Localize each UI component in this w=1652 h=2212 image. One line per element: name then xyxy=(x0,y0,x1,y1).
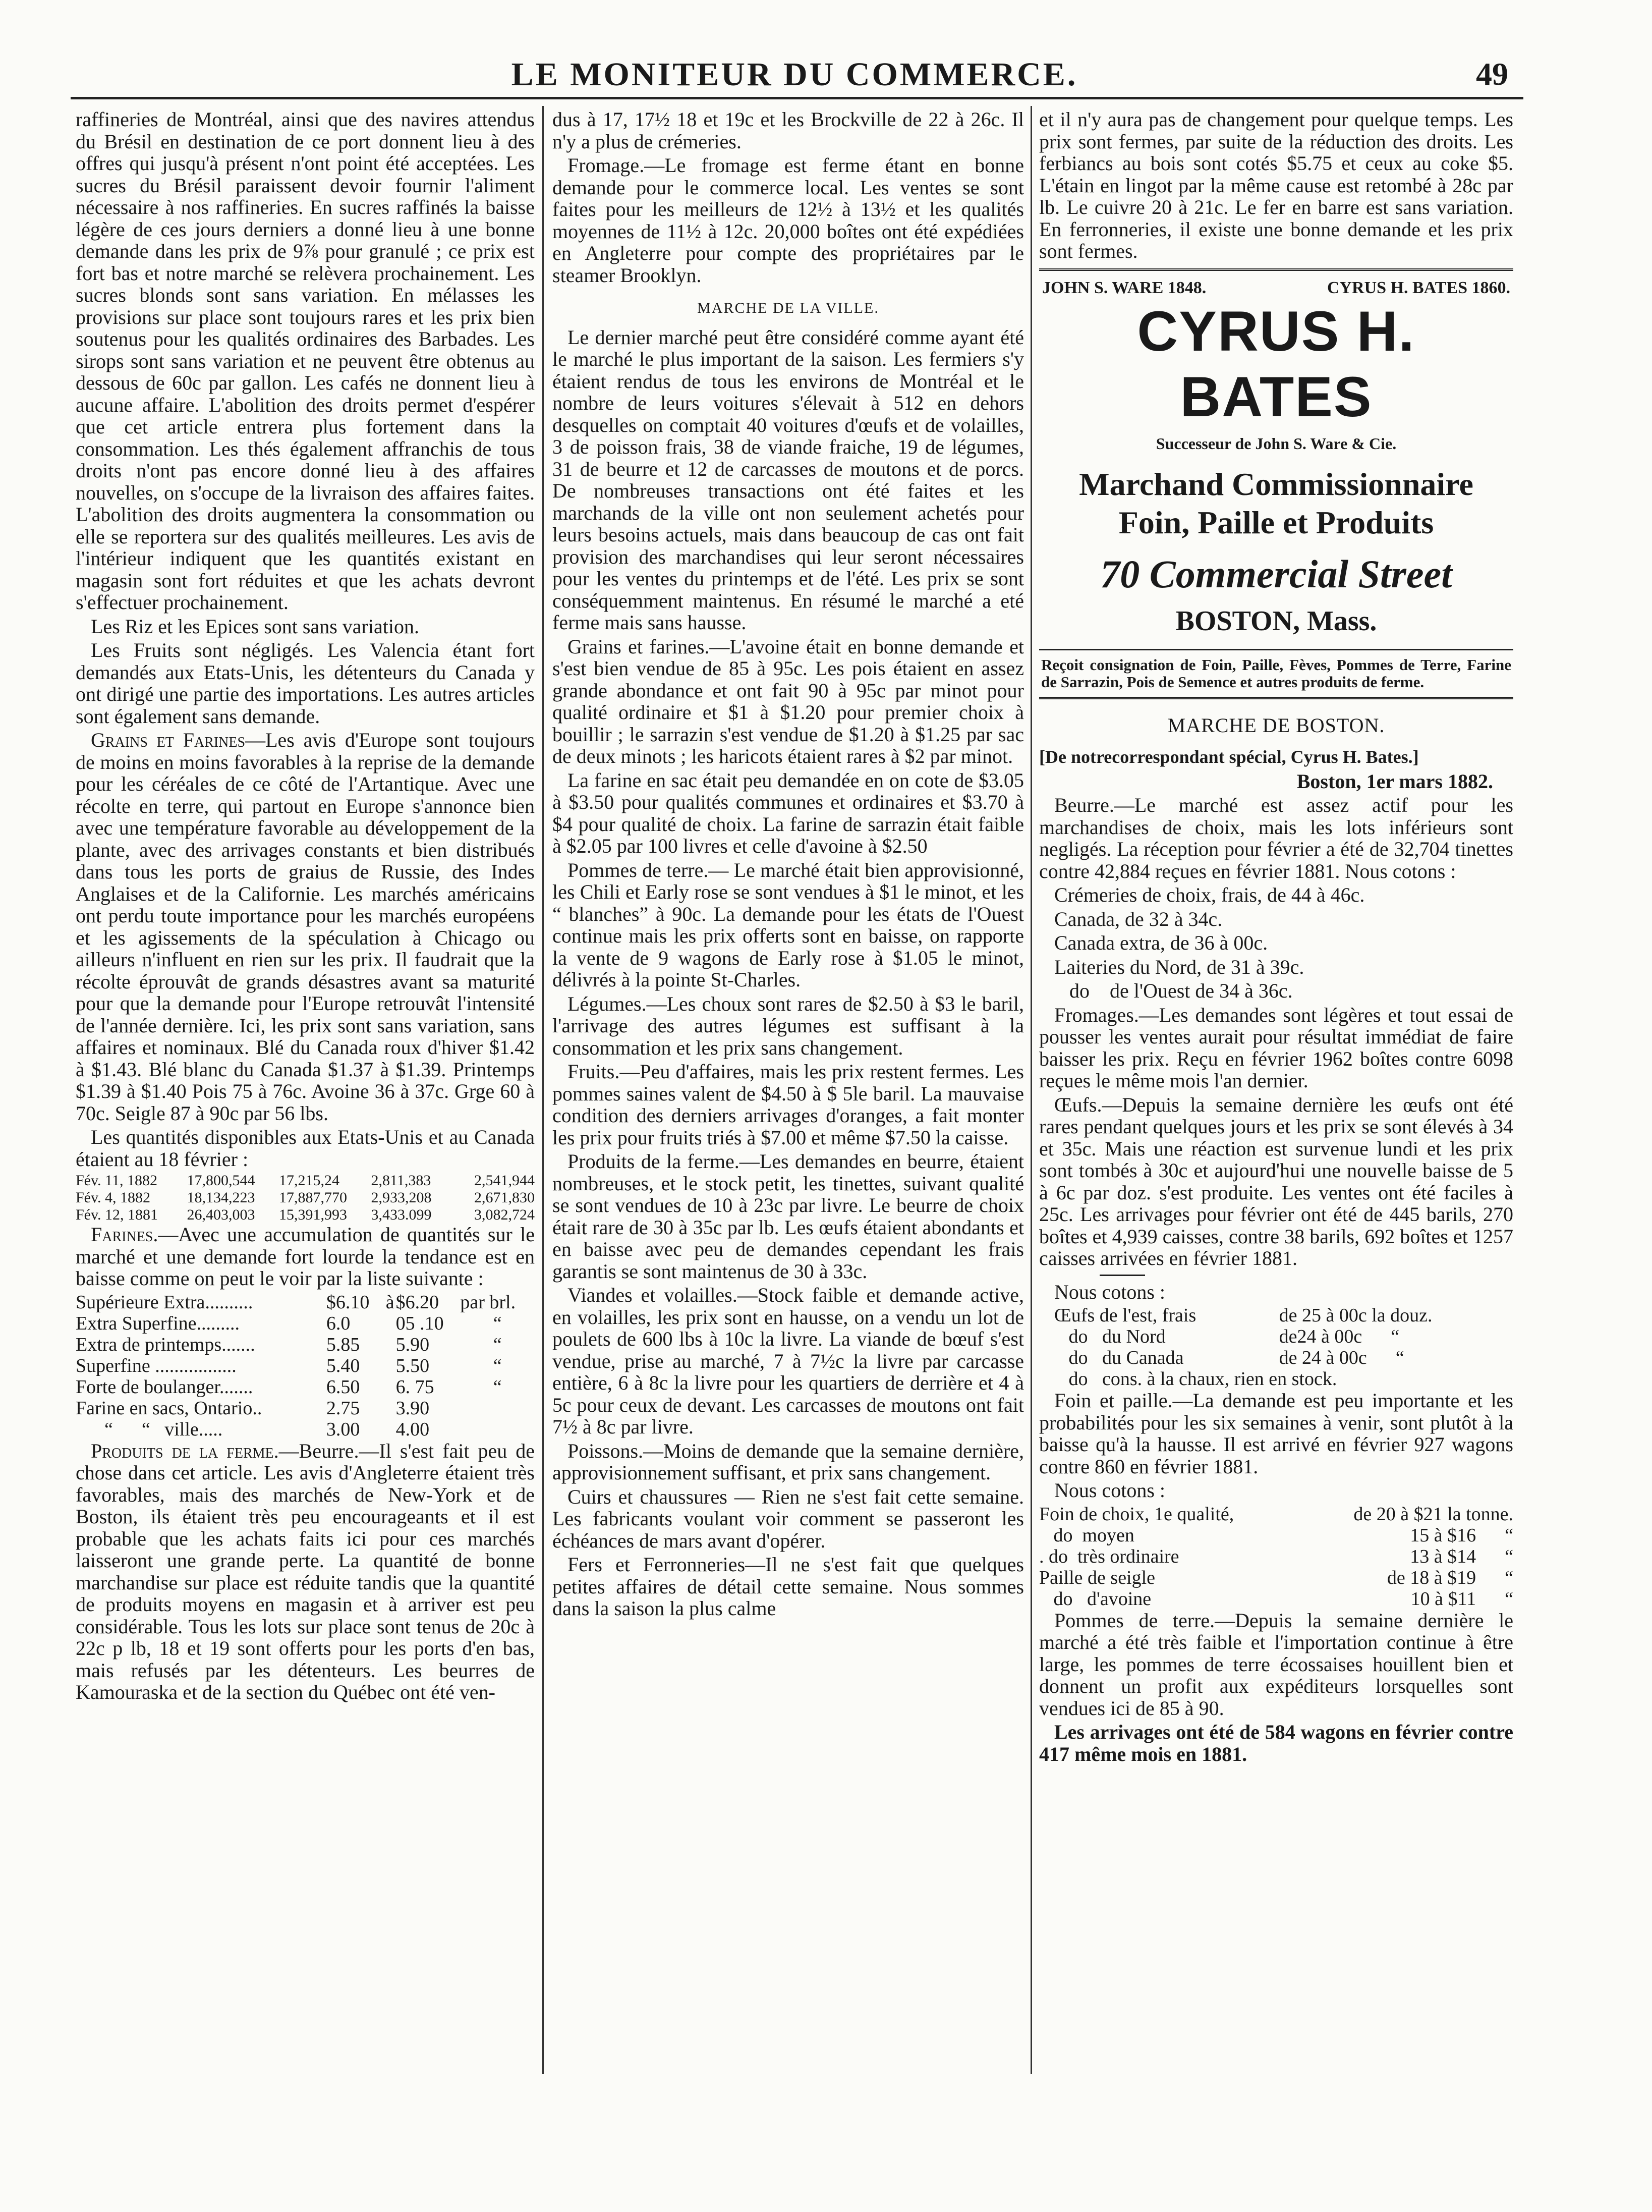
section-text: .—Avec une accumulation de quantités sur le marché et une demande fort lourde la tendance est en baisse comme on peut le voir par la liste suivante : xyxy=(76,1223,535,1290)
table-row xyxy=(1039,1326,1513,1347)
table-cell: 6.0 xyxy=(326,1312,351,1334)
ad-founders xyxy=(1039,277,1513,299)
ad-right-name: CYRUS H. BATES 1860. xyxy=(1327,278,1510,297)
table-cell: Supérieure Extra.......... xyxy=(76,1291,253,1313)
paragraph: Nous cotons : xyxy=(1054,1479,1165,1502)
list-item: Crémeries de choix, frais, de 44 à 46c. xyxy=(1054,883,1365,906)
beurre-list xyxy=(1039,884,1513,1002)
table-cell: par brl. xyxy=(460,1291,516,1313)
section-produits xyxy=(76,1440,535,1703)
ad-successor: Successeur de John S. Ware & Cie. xyxy=(1156,434,1397,453)
section-text: .—Beurre.—Il s'est fait peu de chose dans cet article. Les avis d'Angleterre étaient très favorables, mais des marchés de New-York et de Boston, ils étaient très peu encourageants et il est probable que les achats faits ici pour ces marchés laisseront une grande perte. La quantité de bonne marchandise sur place est réduite tandis que la quantité de produits moyens en magasin et à arriver est peu considérable. Tous les lots sur place sont tenus de 20c à 22c p lb, 18 et 19 sont offerts pour les ports d'en bas, mais refusés par les détenteurs. Les beurres de Kamouraska et de la section du Québec ont été ven- xyxy=(76,1439,535,1703)
table-row xyxy=(76,1189,535,1206)
table-row xyxy=(76,1172,535,1189)
table-cell: do moyen xyxy=(1039,1524,1134,1546)
ad-description: Reçoit consignation de Foin, Paille, Fèves, Pommes de Terre, Farine de Sarrazin, Pois de Semence et autres produits de ferme. xyxy=(1039,649,1513,691)
correspondent-line: [De notrecorrespondant spécial, Cyrus H. Bates.] xyxy=(1039,747,1419,767)
paragraph: raffineries de Montréal, ainsi que des navires attendus du Brésil en destination de ce port donnent lieu à des offres qui jusqu'à présent n'ont point été acceptées. Les sucres du Brésil paraissent devoir fournir l'aliment nécessaire à nos raffineries. En sucres raffinés la baisse légère de ces jours derniers a donné lieu à une bonne demande dans les prix de 9⅞ pour granulé ; ce prix est fort bas et notre marché se relèvera prochainement. Les sucres blonds sont sans variation. En mélasses les provisions sur place sont toujours rares et les prix bien soutenus pour les qualités ordinaires des Barbades. Les sirops sont sans variation et ne peuvent être obtenus au dessous de 60c par gallon. Les cafés ne donnent lieu à aucune affaire. L'abolition des droits permet d'espérer que cet article entrera plus fortement dans la consommation. Les thés également affranchis de tous droits n'ont pas encore donné lieu à des affaires nouvelles, on s'occupe de la livraison des affaires faites. L'abolition des droits augmentera la consommation ou elle se reportera sur des qualités meilleures. Les avis de l'intérieur indiquent que les quantités existant en magasin sont fort réduites et que les achats devront s'effectuer prochainement. xyxy=(76,108,535,614)
table-row xyxy=(76,1355,535,1376)
table-cell: 18,134,223 xyxy=(187,1189,255,1206)
paragraph: Les arrivages ont été de 584 wagons en février contre 417 même mois en 1881. xyxy=(1039,1721,1513,1765)
table-cell: Œufs de l'est, frais xyxy=(1054,1305,1197,1326)
table-row xyxy=(1039,1525,1513,1546)
table-cell: “ xyxy=(493,1355,502,1376)
table-cell xyxy=(384,1313,396,1334)
table-cell: 4.00 xyxy=(395,1418,430,1440)
table-cell: 3.00 xyxy=(326,1418,360,1440)
table-row xyxy=(76,1292,535,1313)
table-cell: Fév. 12, 1881 xyxy=(76,1206,158,1223)
table-cell: 5.90 xyxy=(395,1334,430,1355)
paragraph: Fromages.—Les demandes sont légères et tout essai de pousser les ventes aurait pour résultat immédiat de faire baisser les prix. Reçu en février 1962 boîtes contre 6098 reçues le même mois l'an dernier. xyxy=(1039,1003,1513,1092)
paragraph: dus à 17, 17½ 18 et 19c et les Brockville de 22 à 26c. Il n'y a plus de crémeries. xyxy=(552,108,1024,153)
ad-trade-line-2: Foin, Paille et Produits xyxy=(1118,504,1434,540)
table-cell: 5.85 xyxy=(326,1334,360,1355)
divider xyxy=(1100,1275,1145,1276)
table-cell: . do très ordinaire xyxy=(1039,1545,1179,1567)
table-cell: 2,933,208 xyxy=(371,1189,432,1206)
table-cell: do du Canada xyxy=(1054,1347,1184,1368)
table-cell: Superfine ................. xyxy=(76,1355,237,1376)
paragraph: Cuirs et chaussures — Rien ne s'est fait cette semaine. Les fabricants voulant voir comment se passeront les échéances de mars avant d'opérer. xyxy=(552,1485,1024,1552)
table-cell: Extra Superfine......... xyxy=(76,1312,240,1334)
table-cell xyxy=(384,1419,396,1440)
paragraph: Œufs.—Depuis la semaine dernière les œufs ont été rares pendant quelques jours et les prix se sont élevés à 34 et 35c. Mais une réaction est survenue lundi et les prix sont tombés à 30c et aujourd'hui une nouvelle baisse de 5 à 6c par doz. s'est produite. Les ventes ont été faciles à 25c. Les arrivages pour février ont été de 445 barils, 270 boîtes et 4,939 caisses, contre 38 barils, 692 boîtes et 1257 caisses arrivées en février 1881. xyxy=(1039,1093,1513,1269)
table-cell: 17,215,24 xyxy=(278,1172,339,1189)
paragraph: Les Fruits sont négligés. Les Valencia étant fort demandés aux Etats-Unis, les détenteurs du Canada y ont dirigé une partie des importations. Les autres articles sont également sans demande. xyxy=(76,639,535,728)
table-cell: à xyxy=(385,1291,394,1313)
ad-street: 70 Commercial Street xyxy=(1100,551,1452,596)
table-cell: 13 à $14 “ xyxy=(1410,1545,1513,1567)
list-item: Laiteries du Nord, de 31 à 39c. xyxy=(1054,955,1304,978)
table-cell xyxy=(460,1419,535,1440)
masthead xyxy=(76,56,1513,101)
paragraph: Les Riz et les Epices sont sans variation. xyxy=(91,615,419,638)
table-cell: 2,811,383 xyxy=(371,1172,431,1189)
paragraph: Pommes de terre.— Le marché était bien approvisionné, les Chili et Early rose se sont vendues à $1 le minot, et les “ blanches” à 90c. La demande pour les états de l'Ouest continue mais les prix offerts sont en baisse, on rapporte la vente de 9 wagons de Early rose à $1.05 le minot, délivrés à la pointe St-Charles. xyxy=(552,858,1024,991)
table-cell: de 25 à 00c la douz. xyxy=(1279,1305,1433,1326)
table-cell: do du Nord xyxy=(1054,1326,1166,1347)
table-cell: 2.75 xyxy=(326,1397,360,1419)
table-row xyxy=(1039,1546,1513,1567)
paragraph: Fers et Ferronneries—Il ne s'est fait que quelques petites affaires de détail cette semaine. Nous sommes dans la saison la plus calme xyxy=(552,1553,1024,1620)
section-heading-boston: MARCHE DE BOSTON. xyxy=(1167,713,1385,737)
table-cell: de 18 à $19 “ xyxy=(1387,1567,1513,1588)
table-cell: Forte de boulanger....... xyxy=(76,1376,253,1398)
table-cell: 6.50 xyxy=(326,1376,360,1398)
table-cell: “ “ ville..... xyxy=(76,1418,223,1440)
table-cell: 10 à $11 “ xyxy=(1410,1588,1513,1610)
column-2 xyxy=(552,108,1024,2137)
page-title: LE MONITEUR DU COMMERCE. xyxy=(511,56,1078,93)
paragraph: Le dernier marché peut être considéré comme ayant été le marché le plus important de la saison. Les fermiers s'y étaient rendus de tous les environs de Montréal et le nombre de leurs voitures s'élevait à 512 en dehors desquelles on comptait 40 voitures d'œufs et de volailles, 3 de poisson frais, 38 de viande fraiche, 19 de légumes, 31 de beurre et 12 de carcasses de moutons et de porcs. De nombreuses transactions ont été faites et les marchands de la ville ont non seulement achetés pour leurs besoins actuels, mais dans beaucoup de cas ont fait provision des marchandises qui leur seront nécessaires pour les ventes du printemps et de l'été. Les prix se sont conséquemment maintenus. En résumé le marché a eté ferme mais sans hausse. xyxy=(552,325,1024,634)
list-item: Canada extra, de 36 à 00c. xyxy=(1054,931,1268,954)
table-cell: 6. 75 xyxy=(395,1376,434,1398)
table-row xyxy=(76,1398,535,1419)
table-row xyxy=(76,1334,535,1355)
section-grains xyxy=(76,729,535,1124)
table-cell: “ xyxy=(493,1376,502,1398)
table-cell: de 24 à 00c “ xyxy=(1279,1347,1404,1368)
section-heading: Grains et Farines xyxy=(91,729,246,751)
column-3 xyxy=(1039,108,1513,2137)
table-cell xyxy=(384,1334,396,1355)
table-row xyxy=(1039,1588,1513,1610)
table-cell xyxy=(384,1355,396,1376)
table-cell: 17,800,544 xyxy=(187,1172,255,1189)
table-cell: $6.20 xyxy=(395,1291,439,1313)
dateline: Boston, 1er mars 1882. xyxy=(1296,769,1493,793)
table-cell: do d'avoine xyxy=(1039,1588,1152,1610)
paragraph: Foin et paille.—La demande est peu importante et les probabilités pour les six semaines à venir, sont plutôt à la baisse qu'à la hausse. Il est arrivé en février 927 wagons contre 860 en février 1881. xyxy=(1039,1389,1513,1478)
paragraph: Viandes et volailles.—Stock faible et demande active, en volailles, les prix sont en hausse, on a vendu un lot de poulets de 600 lbs à 10c la livre. La viande de bœuf s'est vendue, prise au marché, 7 à 7½c la livre par carcasse entière, 6 à 8c la livre pour les quartiers de derrière et 4 à 5c pour ceux de devant. Les carcasses de moutons ont fait 7½ à 8c par livre. xyxy=(552,1284,1024,1438)
paragraph: Fruits.—Peu d'affaires, mais les prix restent fermes. Les pommes saines valent de $4.50 à $ 5le baril. La mauvaise condition des derniers arrivages d'oranges, a fait monter les prix pour fruits triés à $7.00 et même $7.50 la caisse. xyxy=(552,1060,1024,1149)
table-row xyxy=(1039,1347,1513,1368)
table-cell: 05 .10 xyxy=(395,1312,444,1334)
section-text: —Les avis d'Europe sont toujours de moins en moins favorables à la reprise de la demande pour les céréales de ce côté de l'Artantique. Avec une récolte en terre, qui partout en Europe s'annonce bien avec une température favorable au développement de la plante, avec des arrivages constants et bien distribués dans tous les ports de graius de Russie, des Indes Anglaises et de la Californie. Les marchés américains ont perdu toute importance pour les marchés européens et les agissements de la spéculation à Chicago ou ailleurs n'influent en rien sur les prix. Il faudrait que la récolte éprouvât de grands désastres avant sa maturité pour que la demande pour l'Europe retrouvât l'intensité de l'année dernière. Ici, les prix sont sans variation, sans affaires et nominaux. Blé du Canada roux d'hiver $1.42 à $1.43. Blé blanc du Canada $1.37 à $1.39. Printemps $1.39 à $1.40 Pois 75 à 76c. Avoine 36 à 37c. Grge 60 à 70c. Seigle 87 à 90c par 56 lbs. xyxy=(76,729,535,1125)
paragraph: Beurre.—Le marché est assez actif pour les marchandises de choix, mais les lots inférieurs sont negligés. La réception pour février a été de 32,704 tinettes contre 42,884 reçues en février 1881. Nous cotons : xyxy=(1039,794,1513,882)
paragraph: Légumes.—Les choux sont rares de $2.50 à $3 le baril, l'arrivage des autres légumes est suffisant à la consommation et les prix sans changement. xyxy=(552,992,1024,1059)
table-cell: de 20 à $21 la tonne. xyxy=(1353,1503,1513,1525)
table-cell: 5.50 xyxy=(395,1355,430,1376)
foin-table xyxy=(1039,1504,1513,1610)
section-heading-ville: MARCHE DE LA VILLE. xyxy=(697,300,879,316)
table-cell: do cons. à la chaux, rien en stock. xyxy=(1054,1368,1337,1390)
header-rule xyxy=(71,97,1523,99)
table-cell xyxy=(384,1398,396,1419)
column-divider xyxy=(1031,106,1032,2074)
table-row xyxy=(1039,1504,1513,1525)
table-cell: Foin de choix, 1e qualité, xyxy=(1039,1503,1234,1525)
section-heading: Produits de la ferme xyxy=(91,1439,274,1462)
table-cell: 17,887,770 xyxy=(278,1189,347,1206)
ad-company-name: CYRUS H. BATES xyxy=(1137,300,1415,428)
table-cell: 26,403,003 xyxy=(187,1206,255,1223)
table-cell: “ xyxy=(493,1334,502,1355)
table-cell xyxy=(384,1376,396,1398)
ad-left-name: JOHN S. WARE 1848. xyxy=(1042,278,1207,297)
table-cell: 3.90 xyxy=(395,1397,430,1419)
table-cell: de24 à 00c “ xyxy=(1279,1326,1400,1347)
oeufs-table xyxy=(1039,1305,1513,1390)
section-farines xyxy=(76,1224,535,1290)
table-row xyxy=(1039,1305,1513,1326)
paragraph: Produits de la ferme.—Les demandes en beurre, étaient nombreuses, et le stock petit, les tinettes, suivant qualité se sont vendues de 10 à 23c par livre. Le beurre de choix était rare de 30 à 35c par lb. Les œufs étaient abondants et en baisse avec peu de demandes cependant les frais garantis se sont maintenus de 30 à 33c. xyxy=(552,1150,1024,1283)
stock-table xyxy=(76,1172,535,1224)
table-cell: 2,671,830 xyxy=(474,1189,535,1206)
table-cell: 15 à $16 “ xyxy=(1410,1524,1513,1546)
table-cell xyxy=(460,1398,535,1419)
table-cell: Fév. 11, 1882 xyxy=(76,1172,157,1189)
page-number: 49 xyxy=(1476,56,1508,92)
table-row xyxy=(76,1206,535,1224)
price-table xyxy=(76,1292,535,1440)
table-row xyxy=(76,1419,535,1440)
table-cell: $6.10 xyxy=(326,1291,370,1313)
column-divider xyxy=(542,106,544,2074)
column-1 xyxy=(76,108,535,2137)
section-heading: Farines xyxy=(91,1223,153,1246)
paragraph: La farine en sac était peu demandée en on cote de $3.05 à $3.50 pour qualités communes et ordinaires et $3.70 à $4 pour qualité de choix. La farine de sarrazin était faible à $2.05 par 100 livres et celle d'avoine à $2.50 xyxy=(552,768,1024,857)
ad-trade-line-1: Marchand Commissionnaire xyxy=(1079,466,1473,502)
paragraph: Fromage.—Le fromage est ferme étant en bonne demande pour le commerce local. Les ventes se sont faites pour les meilleurs de 12½ à 13½ et les qualités moyennes de 11½ à 12c. 20,000 boîtes ont été expédiées en Angleterre pour compte des propriétaires par le steamer Brooklyn. xyxy=(552,154,1024,287)
paragraph: Poissons.—Moins de demande que la semaine dernière, approvisionnement suffisant, et prix sans changement. xyxy=(552,1439,1024,1484)
table-cell: Farine en sacs, Ontario.. xyxy=(76,1397,262,1419)
table-cell: 15,391,993 xyxy=(278,1206,347,1223)
list-item: Canada, de 32 à 34c. xyxy=(1054,907,1223,930)
paragraph: Nous cotons : xyxy=(1054,1280,1165,1303)
ad-city: BOSTON, Mass. xyxy=(1175,605,1377,637)
table-cell: 5.40 xyxy=(326,1355,360,1376)
paragraph: Les quantités disponibles aux Etats-Unis et au Canada étaient au 18 février : xyxy=(76,1126,535,1171)
table-row xyxy=(1039,1368,1513,1390)
table-cell: Fév. 4, 1882 xyxy=(76,1189,151,1206)
paragraph: et il n'y aura pas de changement pour quelque temps. Les prix sont fermes, par suite de la réduction des droits. Les ferbiancs au bois sont cotés $5.75 et ceux au coke $5. L'étain en lingot par la même cause est retombé à 28c par lb. Le cuivre 20 à 21c. Le fer en barre est sans variation. En ferronneries, il existe une bonne demande et les prix sont fermes. xyxy=(1039,108,1513,262)
paragraph: Grains et farines.—L'avoine était en bonne demande et s'est bien vendue de 85 à 95c. Les pois étaient en assez grande abondance et ont fait 90 à 95c par minot pour qualité ordinaire et $1 à $1.20 pour premier choix à bouillir ; le sarrazin s'est vendue de $1.20 à $1.25 par sac de deux minots ; les haricots étaient rares à $2 par minot. xyxy=(552,635,1024,767)
table-cell: Paille de seigle xyxy=(1039,1567,1156,1588)
table-row xyxy=(76,1376,535,1398)
table-cell: 3,082,724 xyxy=(474,1206,535,1223)
table-cell: 2,541,944 xyxy=(474,1172,535,1189)
table-cell: 3,433.099 xyxy=(371,1206,432,1223)
table-row xyxy=(1039,1567,1513,1588)
table-cell: “ xyxy=(493,1312,502,1334)
advertisement-cyrus-bates xyxy=(1039,268,1513,699)
table-cell: Extra de printemps....... xyxy=(76,1334,255,1355)
table-row xyxy=(76,1313,535,1334)
paragraph: Pommes de terre.—Depuis la semaine dernière le marché a été très faible et l'importation continue à être large, les pommes de terre écossaises houillent bien et donnent un profit aux expéditeurs lorsquelles sont vendues ici de 85 à 90. xyxy=(1039,1609,1513,1720)
list-item: do de l'Ouest de 34 à 36c. xyxy=(1054,979,1293,1002)
